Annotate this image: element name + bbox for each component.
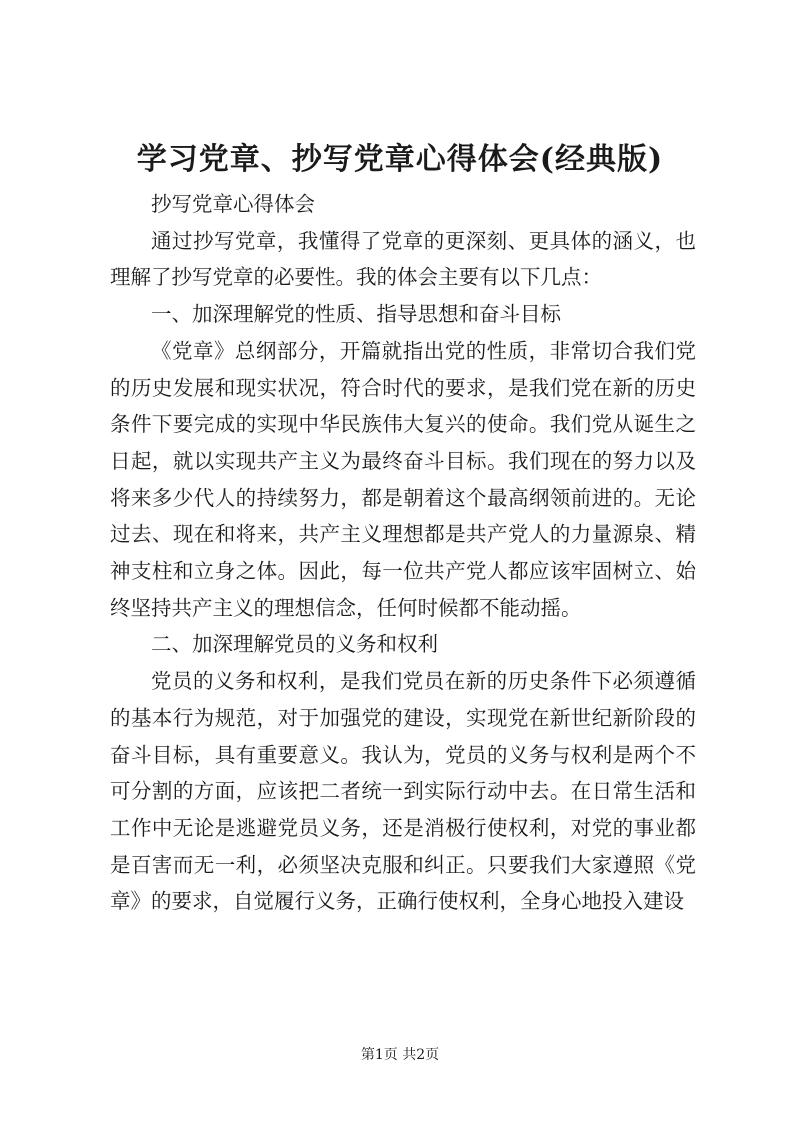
subtitle-paragraph: 抄写党章心得体会 xyxy=(151,192,315,216)
document-title: 学习党章、抄写党章心得体会(经典版) xyxy=(136,142,664,177)
body-paragraph: 党员的义务和权利，是我们党员在新的历史条件下必须遵循的基本行为规范，对于加强党的建设，实现党在新世纪新阶段的奋斗目标，具有重要意义。我认为，党员的义务与权利是两个不可分割的方面，应该把二者统一到实际行动中去。在日常生活和工作中无论是逃避党员义务，还是消极行使权利，对党的事业都是百害而无一利，必须坚决克服和纠正。只要我们大家遵照《党章》的要求，自觉履行义务，正确行使权利，全身心地投入建设 xyxy=(110,669,696,914)
section-heading-1: 一、加深理解党的性质、指导思想和奋斗目标 xyxy=(151,302,561,327)
document-body xyxy=(110,186,696,920)
body-paragraph: 《党章》总纲部分，开篇就指出党的性质，非常切合我们党的历史发展和现实状况，符合时代的要求，是我们党在新的历史条件下要完成的实现中华民族伟大复兴的使命。我们党从诞生之日起，就以实现共产主义为最终奋斗目标。我们现在的努力以及将来多少代人的持续努力，都是朝着这个最高纲领前进的。无论过去、现在和将来，共产主义理想都是共产党人的力量源泉、精神支柱和立身之体。因此，每一位共产党人都应该牢固树立、始终坚持共产主义的理想信念，任何时候都不能动摇。 xyxy=(110,338,696,620)
section-heading-2: 二、加深理解党员的义务和权利 xyxy=(151,632,438,657)
intro-paragraph: 通过抄写党章，我懂得了党章的更深刻、更具体的涵义，也理解了抄写党章的必要性。我的体会主要有以下几点： xyxy=(110,228,696,290)
page-footer: 第1页 共2页 xyxy=(360,1047,440,1063)
